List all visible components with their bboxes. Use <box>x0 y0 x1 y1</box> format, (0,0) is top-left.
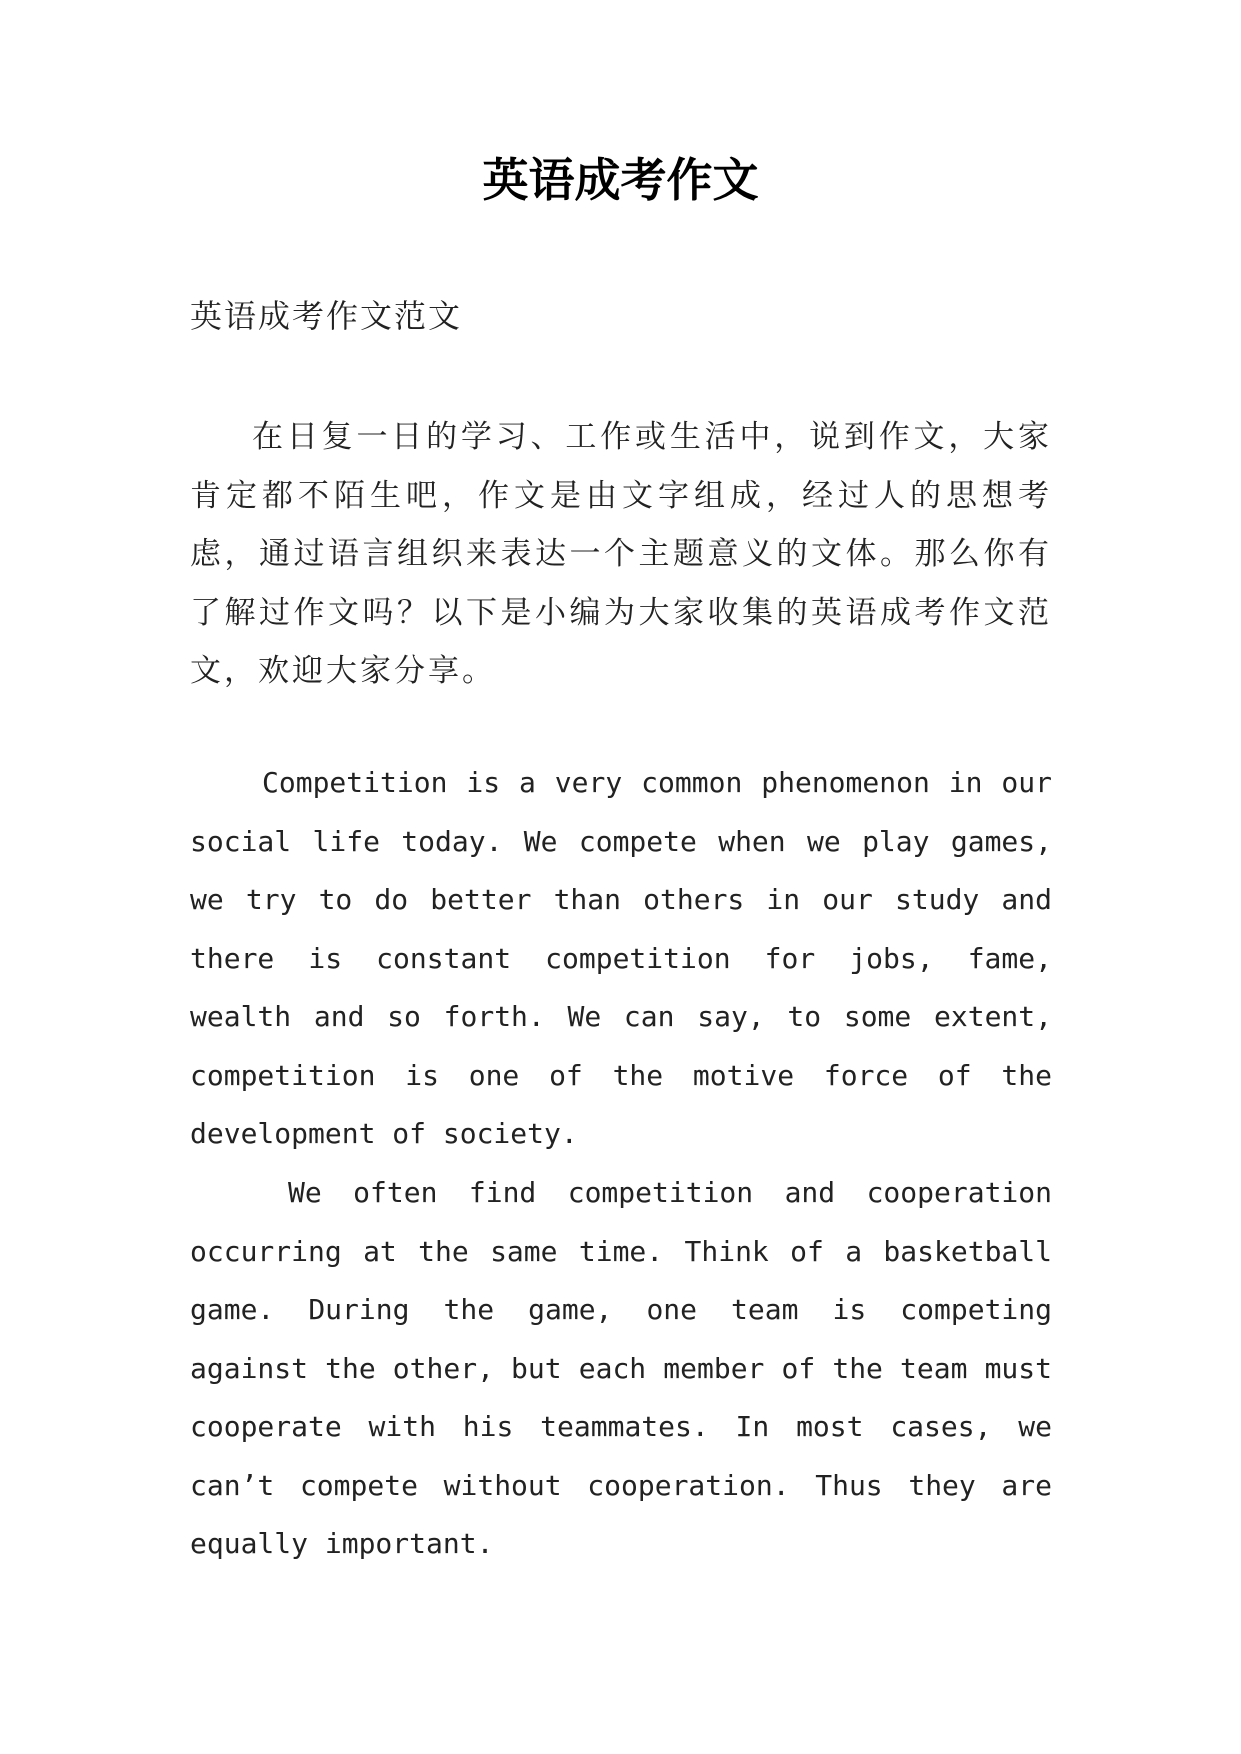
essay-paragraph-1: Competition is a very common phenomenon in our social life today. We compete when we play games, we try to do better than others in our study and there is constant competition for jobs, fame, wealth and so forth. We can say, to some extent, competition is one of the motive force of the development of society. <box>190 766 1052 1150</box>
intro-paragraph: 在日复一日的学习、工作或生活中，说到作文，大家肯定都不陌生吧，作文是由文字组成，经过人的思想考虑，通过语言组织来表达一个主题意义的文体。那么你有了解过作文吗？以下是小编为大家收集的英语成考作文范文，欢迎大家分享。 <box>190 419 1052 689</box>
document-title: 英语成考作文 <box>482 153 759 207</box>
document-subtitle: 英语成考作文范文 <box>190 297 463 335</box>
essay-paragraph-2: We often find competition and cooperation occurring at the same time. Think of a basketball game. During the game, one team is competing against the other, but each member of the team must cooperate with his teammates. In most cases, we can’t compete without cooperation. Thus they are equally important. <box>190 1176 1052 1560</box>
